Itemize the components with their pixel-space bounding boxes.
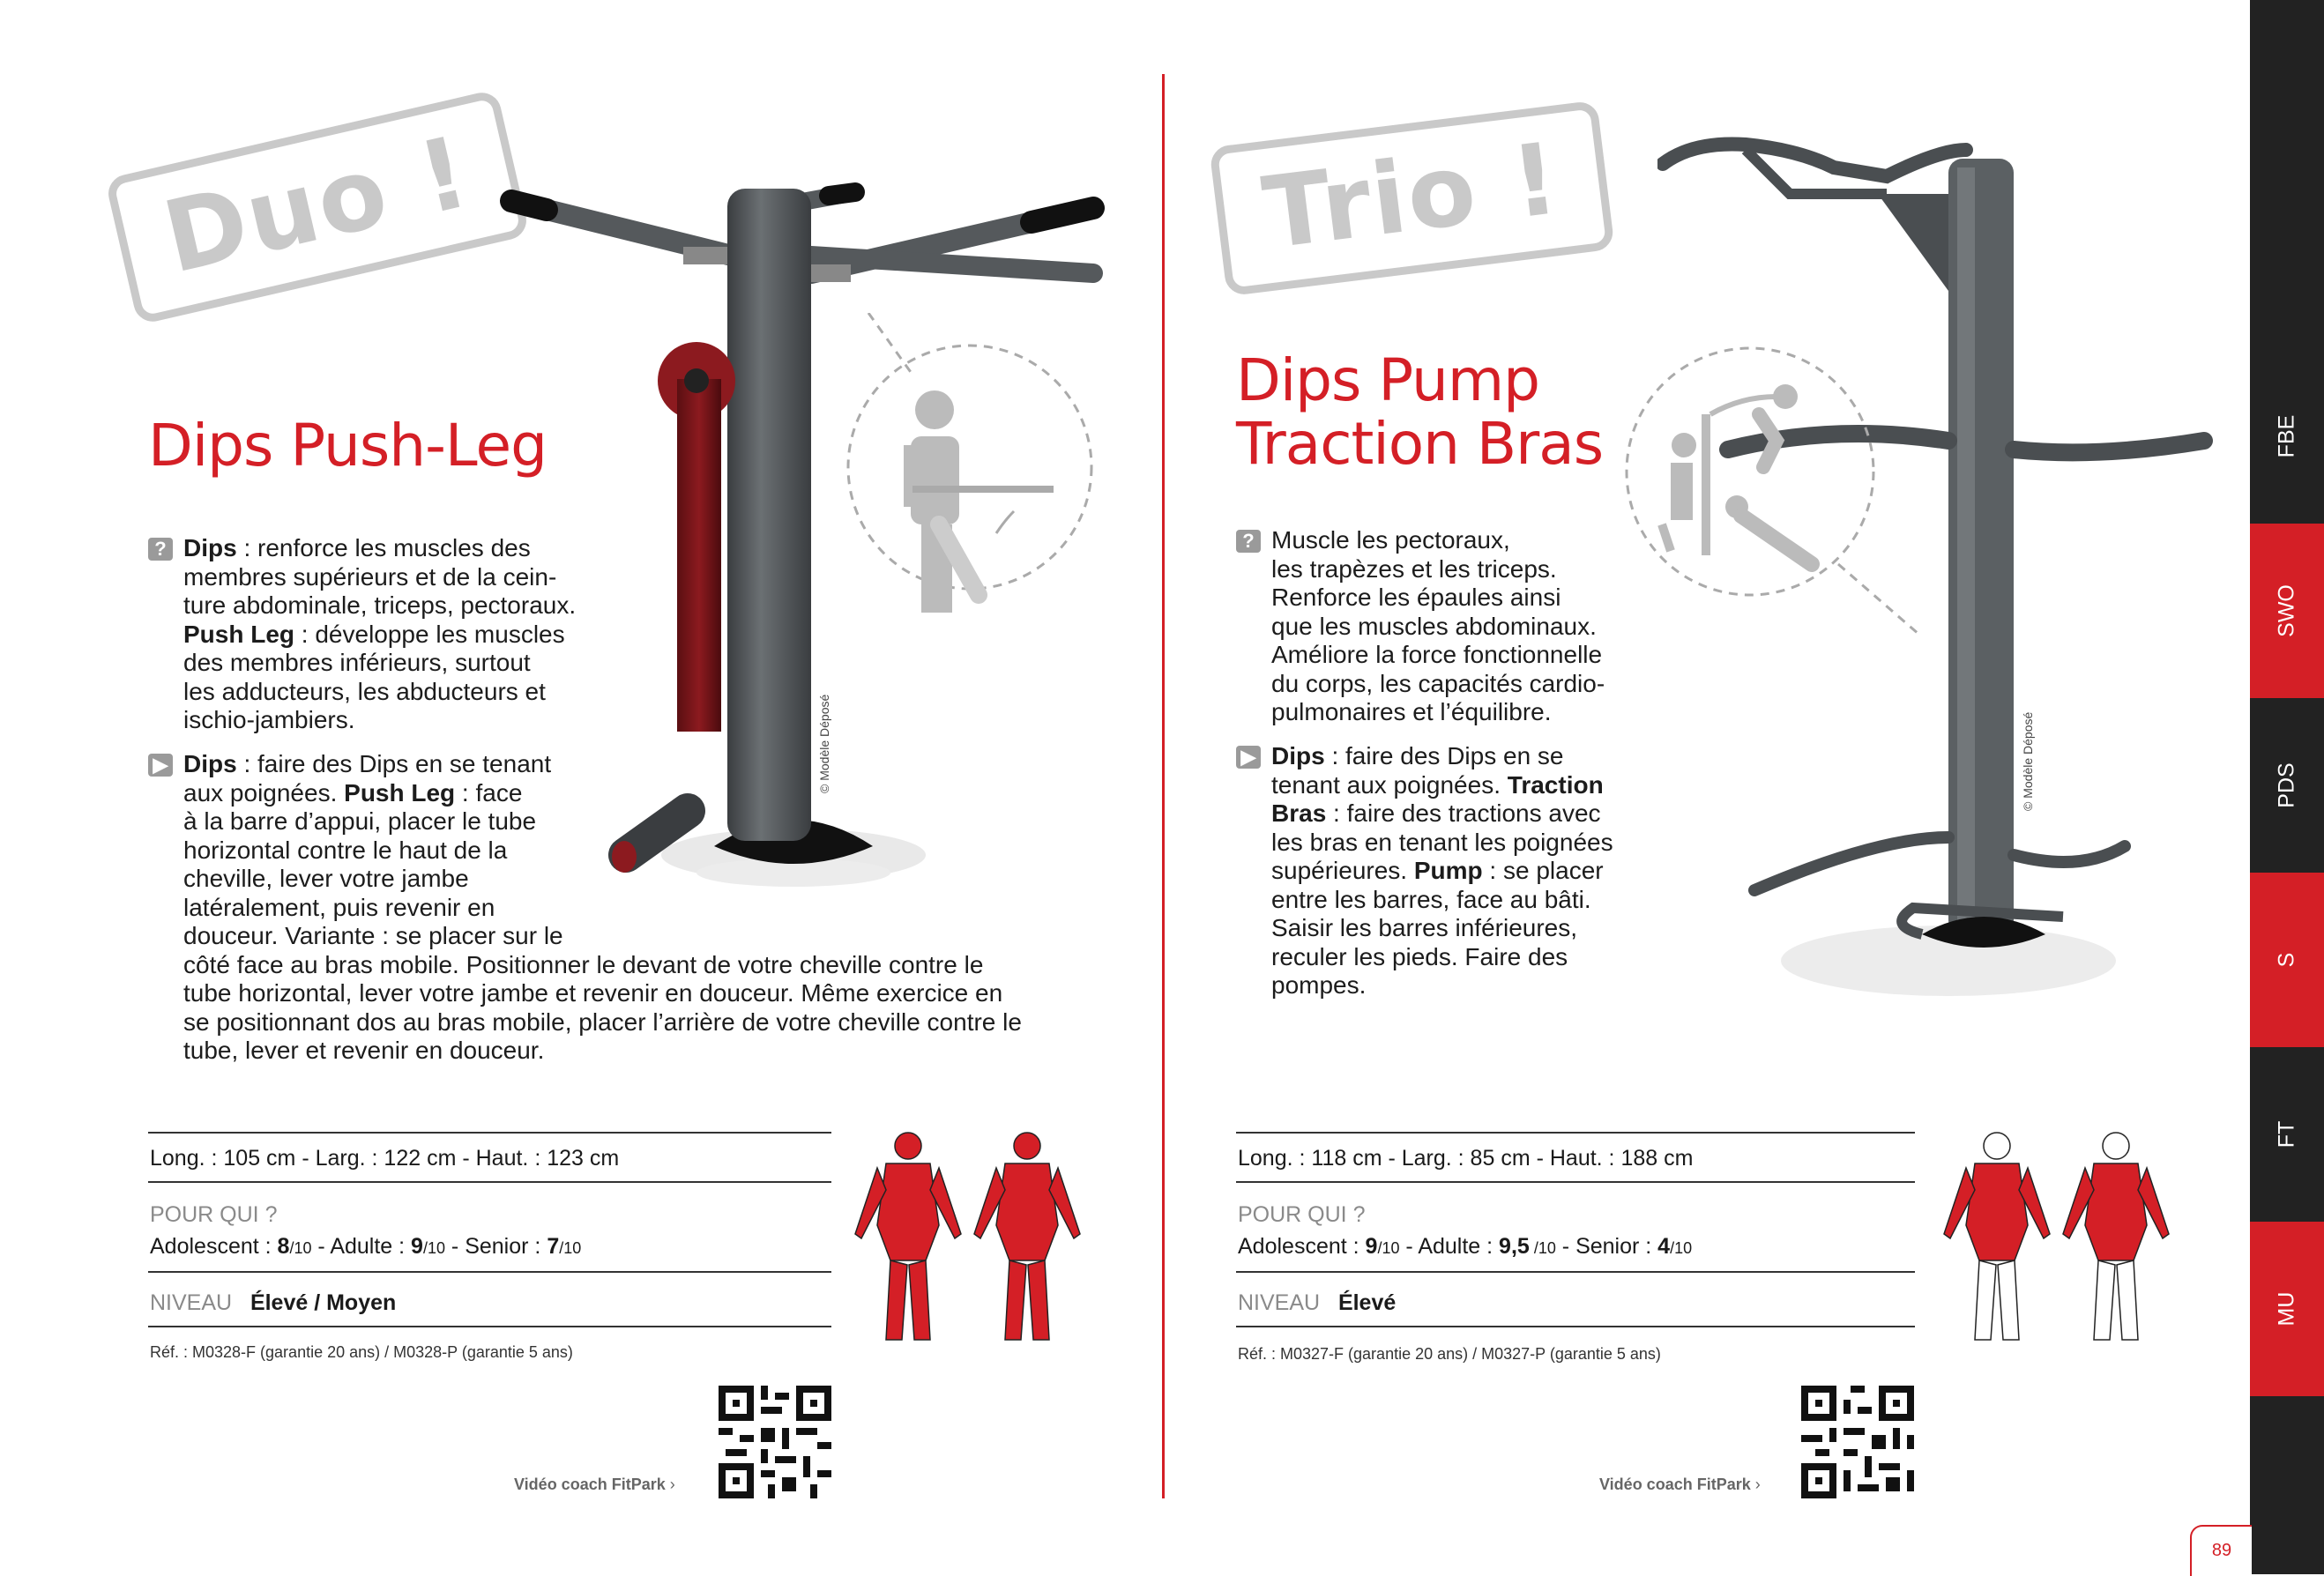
text-line <box>1271 886 1695 915</box>
sidebar-tab-s[interactable] <box>2250 873 2324 1047</box>
rating-score: 9 <box>411 1234 423 1259</box>
text-span: se positionnant dos au bras mobile, placer l’arrière de votre cheville contre le <box>183 1007 1022 1036</box>
left-pour-qui-label: POUR QUI ? <box>150 1202 278 1227</box>
separator: - <box>1399 1234 1419 1259</box>
video-coach-link-right[interactable]: Vidéo coach FitPark › <box>1599 1476 1761 1493</box>
sidebar-tab-pds[interactable] <box>2250 698 2324 873</box>
bold-term: Dips <box>183 534 237 561</box>
duo-stamp: Duo ! <box>105 89 530 325</box>
rating-score: 7 <box>547 1234 560 1259</box>
text-line <box>183 621 642 650</box>
left-instructions <box>148 750 1118 1066</box>
separator: - <box>311 1234 331 1259</box>
qr-code-left[interactable] <box>719 1386 831 1498</box>
separator: - <box>1555 1234 1576 1259</box>
sidebar-tab-label: PDS <box>2274 762 2299 808</box>
rating-denominator: /10 <box>289 1239 312 1257</box>
question-icon: ? <box>148 538 173 561</box>
text-line <box>183 836 1118 866</box>
text-line: Renforce les épaules ainsi <box>1271 584 1561 611</box>
page-divider <box>1162 74 1165 1498</box>
text-line: Améliore la force fonctionnelle <box>1271 641 1603 668</box>
text-line <box>1271 829 1695 858</box>
text-line <box>183 678 642 707</box>
divider-line <box>1236 1132 1915 1134</box>
text-line <box>183 534 642 563</box>
rating-denominator: /10 <box>1529 1239 1556 1257</box>
sidebar-tab-swo[interactable] <box>2250 524 2324 698</box>
muscle-diagram-right <box>1940 1128 2178 1349</box>
text-span: membres supérieurs et de la cein- <box>183 562 557 591</box>
sidebar-tab-ft[interactable] <box>2250 1047 2324 1222</box>
rating-label: Adolescent : <box>1238 1234 1366 1259</box>
text-line <box>183 563 642 592</box>
niveau-value: Élevé <box>1337 1290 1397 1315</box>
chevron-right-icon: › <box>1754 1476 1761 1493</box>
rating-label: Adulte : <box>1418 1234 1500 1259</box>
left-dimensions: Long. : 105 cm - Larg. : 122 cm - Haut. : 123 cm <box>150 1146 620 1171</box>
rating-score: 9 <box>1365 1234 1378 1259</box>
text-line <box>183 1008 1118 1037</box>
text-span: : faire des Dips en se tenant <box>236 750 552 777</box>
text-span: ischio-jambiers. <box>183 706 355 733</box>
text-line <box>183 706 642 735</box>
bold-term: Bras <box>1271 799 1327 827</box>
text-line <box>1271 971 1695 1000</box>
separator: - <box>444 1234 466 1259</box>
text-span: les bras en tenant les poignées <box>1271 828 1613 856</box>
text-line <box>1271 914 1695 943</box>
text-span: reculer les pieds. Faire des <box>1271 942 1568 970</box>
sidebar-tab-label: SWO <box>2274 584 2299 637</box>
left-ratings <box>150 1234 581 1260</box>
text-span: : se placer <box>1482 857 1604 884</box>
niveau-label: NIVEAU <box>150 1290 233 1315</box>
sidebar-tab-mu[interactable] <box>2250 1222 2324 1396</box>
text-span: des membres inférieurs, surtout <box>183 649 531 676</box>
text-line <box>183 922 1118 951</box>
rating-score: 8 <box>277 1234 290 1259</box>
play-arrow-icon: ▶ <box>148 754 173 777</box>
bold-term: Dips <box>1271 742 1325 769</box>
text-line: que les muscles abdominaux. <box>1271 612 1597 640</box>
section-sidebar <box>2250 0 2324 1574</box>
sidebar-tab-label: MU <box>2274 1291 2299 1327</box>
copyright-notice-right: © Modèle Déposé <box>2021 711 2035 811</box>
text-span: côté face au bras mobile. Positionner le devant de votre cheville contre le <box>183 950 984 978</box>
left-niveau <box>150 1290 396 1316</box>
text-span: pompes. <box>1271 971 1367 999</box>
play-arrow-icon: ▶ <box>1236 746 1261 769</box>
text-span: tube, lever et revenir en douceur. <box>183 1037 545 1064</box>
right-product-title <box>1236 346 1604 478</box>
text-line <box>183 894 1118 923</box>
bold-term: Traction <box>1507 770 1604 799</box>
bold-term: Push Leg <box>344 778 456 807</box>
copyright-notice-left: © Modèle Déposé <box>817 694 831 793</box>
rating-score: 9,5 <box>1499 1234 1530 1259</box>
text-span: entre les barres, face au bâti. <box>1271 885 1591 913</box>
divider-line <box>1236 1271 1915 1273</box>
text-line: les trapèzes et les triceps. <box>1271 554 1557 583</box>
text-span: : face <box>455 778 523 807</box>
text-line <box>183 649 642 678</box>
text-span: : faire des Dips en se <box>1324 742 1564 769</box>
text-span: horizontal contre le haut de la <box>183 836 508 864</box>
right-dimensions: Long. : 118 cm - Larg. : 85 cm - Haut. : 188 cm <box>1238 1146 1694 1171</box>
text-line <box>183 951 1118 980</box>
text-span: tube horizontal, lever votre jambe et revenir en douceur. Même exercice en <box>183 979 1003 1007</box>
page-number: 89 <box>2190 1525 2252 1576</box>
sidebar-tab-label: S <box>2274 952 2299 968</box>
text-span: Saisir les barres inférieures, <box>1271 914 1578 941</box>
rating-score: 4 <box>1657 1234 1671 1259</box>
text-span: : faire des tractions avec <box>1326 799 1601 827</box>
text-line: Muscle les pectoraux, <box>1271 526 1510 554</box>
right-ratings <box>1238 1234 1692 1260</box>
right-reference: Réf. : M0327-F (garantie 20 ans) / M0327-P (garantie 5 ans) <box>1238 1345 1661 1363</box>
text-span: aux poignées. <box>183 778 345 807</box>
rating-label: Adolescent : <box>150 1234 278 1259</box>
text-span: ture abdominale, triceps, pectoraux. <box>183 591 577 619</box>
rating-denominator: /10 <box>1377 1239 1400 1257</box>
trio-stamp: Trio ! <box>1209 100 1614 297</box>
text-line <box>1271 799 1695 829</box>
rating-label: Senior : <box>465 1234 547 1259</box>
text-line <box>1271 742 1695 771</box>
text-span: à la barre d’appui, placer le tube <box>183 807 537 835</box>
title-line-2: Traction Bras <box>1236 410 1604 478</box>
text-line <box>1271 943 1695 972</box>
text-line: du corps, les capacités cardio- <box>1271 669 1605 697</box>
bold-term: Dips <box>183 750 237 777</box>
left-benefits <box>148 534 642 735</box>
text-line <box>183 750 1118 779</box>
niveau-value: Élevé / Moyen <box>250 1290 397 1315</box>
text-span: cheville, lever votre jambe <box>183 865 469 892</box>
text-line <box>1271 771 1695 800</box>
text-line: pulmonaires et l’équilibre. <box>1271 698 1552 725</box>
qr-code-right[interactable] <box>1801 1386 1914 1498</box>
text-span: : développe les muscles <box>294 620 565 648</box>
text-span: : renforce les muscles des <box>236 534 531 561</box>
right-pour-qui-label: POUR QUI ? <box>1238 1202 1366 1227</box>
text-span: les adducteurs, les abducteurs et <box>183 677 546 705</box>
divider-line <box>1236 1181 1915 1183</box>
rating-denominator: /10 <box>422 1239 445 1257</box>
left-product-title: Dips Push-Leg <box>148 412 547 479</box>
muscle-diagram-left <box>851 1128 1089 1349</box>
sidebar-tab-label: FT <box>2274 1120 2299 1149</box>
left-reference: Réf. : M0328-F (garantie 20 ans) / M0328-P (garantie 5 ans) <box>150 1343 573 1361</box>
text-span: douceur. Variante : se placer sur le <box>183 922 563 949</box>
title-line-1: Dips Pump <box>1236 346 1540 414</box>
chevron-right-icon: › <box>669 1476 675 1493</box>
sidebar-tab-label: FBE <box>2274 414 2299 458</box>
text-line <box>183 865 1118 894</box>
text-line <box>183 1037 1118 1066</box>
text-line <box>183 779 1118 808</box>
question-icon: ? <box>1236 530 1261 553</box>
dips-exercise-pictogram <box>842 313 1098 621</box>
divider-line <box>1236 1326 1915 1327</box>
sidebar-tab-fbe[interactable] <box>2250 349 2324 524</box>
niveau-label: NIVEAU <box>1238 1290 1321 1315</box>
right-niveau <box>1238 1290 1396 1316</box>
rating-denominator: /10 <box>559 1239 582 1257</box>
divider-line <box>148 1326 831 1327</box>
divider-line <box>148 1132 831 1134</box>
rating-label: Senior : <box>1575 1234 1658 1259</box>
bold-term: Push Leg <box>183 620 295 648</box>
rating-label: Adulte : <box>330 1234 412 1259</box>
video-coach-link-left[interactable]: Vidéo coach FitPark › <box>514 1476 675 1493</box>
text-line <box>1271 857 1695 886</box>
text-line <box>183 979 1118 1008</box>
text-span: latéralement, puis revenir en <box>183 893 495 921</box>
bold-term: Pump <box>1413 857 1483 884</box>
text-line <box>183 807 1118 836</box>
rating-denominator: /10 <box>1670 1239 1693 1257</box>
divider-line <box>148 1181 831 1183</box>
right-benefits <box>1236 526 1695 727</box>
text-span: tenant aux poignées. <box>1271 770 1508 799</box>
right-instructions <box>1236 742 1695 1000</box>
text-line <box>183 591 642 621</box>
divider-line <box>148 1271 831 1273</box>
text-span: supérieures. <box>1271 857 1414 884</box>
